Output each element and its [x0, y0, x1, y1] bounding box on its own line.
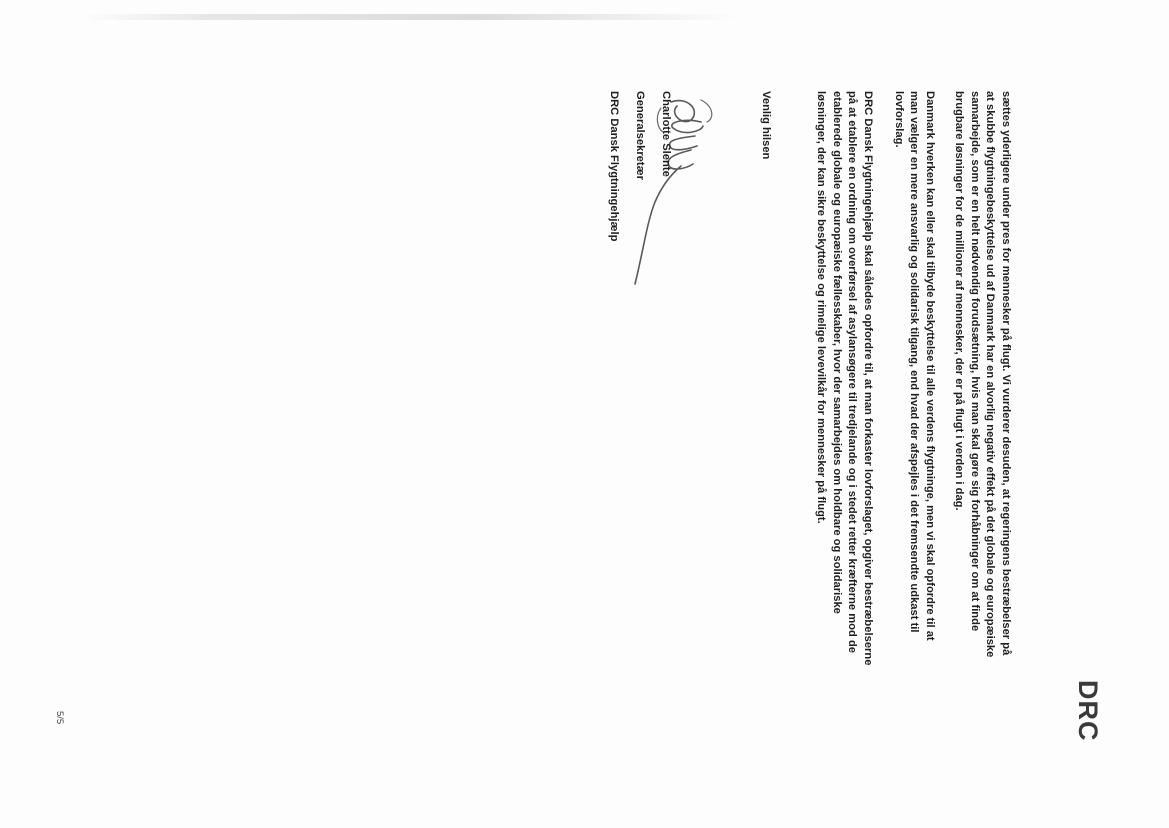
- signatory-title: Generalsekretær: [634, 91, 646, 180]
- paragraph-2: [890, 91, 937, 711]
- page-number: 5/5: [54, 711, 65, 725]
- text-line: at skubbe flygtningebeskyttelse ud af Danmark har en alvorlig negativ effekt på det globale og europæiske: [984, 91, 997, 658]
- paragraph-3: [813, 91, 875, 711]
- text-line: samarbejde, som er en helt nødvendig forudsætning, hvis man skal gøre sig forhåbninger om at finde: [968, 91, 981, 632]
- closing-greeting: Venlig hilsen: [760, 91, 772, 160]
- text-line: lovforslag.: [892, 91, 905, 148]
- text-line: Danmark hverken kan eller skal tilbyde beskyttelse til alle verdens flygtninge, men vi skal opfordre til at: [924, 91, 936, 641]
- text-line: sættes yderligere under pres for mennesker på flugt. Vi vurderer desuden, at regeringens bestræbelser på: [1000, 91, 1012, 656]
- text-line: DRC Dansk Flygtningehjælp skal således opfordre til, at man forkaster lovforslaget, opgiver bestræbelserne: [862, 91, 874, 666]
- text-line: man vælger en mere ansvarlig og solidarisk tilgang, end hvad der afspejles i det fremsendte udkast til: [908, 91, 921, 633]
- text-line: brugbare løsninger for de millioner af mennesker, der er på flugt i verden i dag.: [953, 91, 966, 511]
- paragraph-1: [951, 91, 1013, 711]
- drc-logo: DRC: [1073, 680, 1103, 742]
- signatory-name: Charlotte Slente: [660, 91, 672, 177]
- text-line: på at etablere en ordning om overførsel af asylansøgere til tredjelande og i stedet retter kræfterne mod de: [846, 91, 859, 654]
- text-line: løsninger, der kan sikre beskyttelse og rimelige levevilkår for mennesker på flugt.: [815, 91, 828, 524]
- signatory-organization: DRC Dansk Flygtningehjælp: [608, 91, 620, 242]
- text-line: etablerede globale og europæiske fællesskaber, hvor der samarbejdes om holdbare og solidariske: [830, 91, 843, 614]
